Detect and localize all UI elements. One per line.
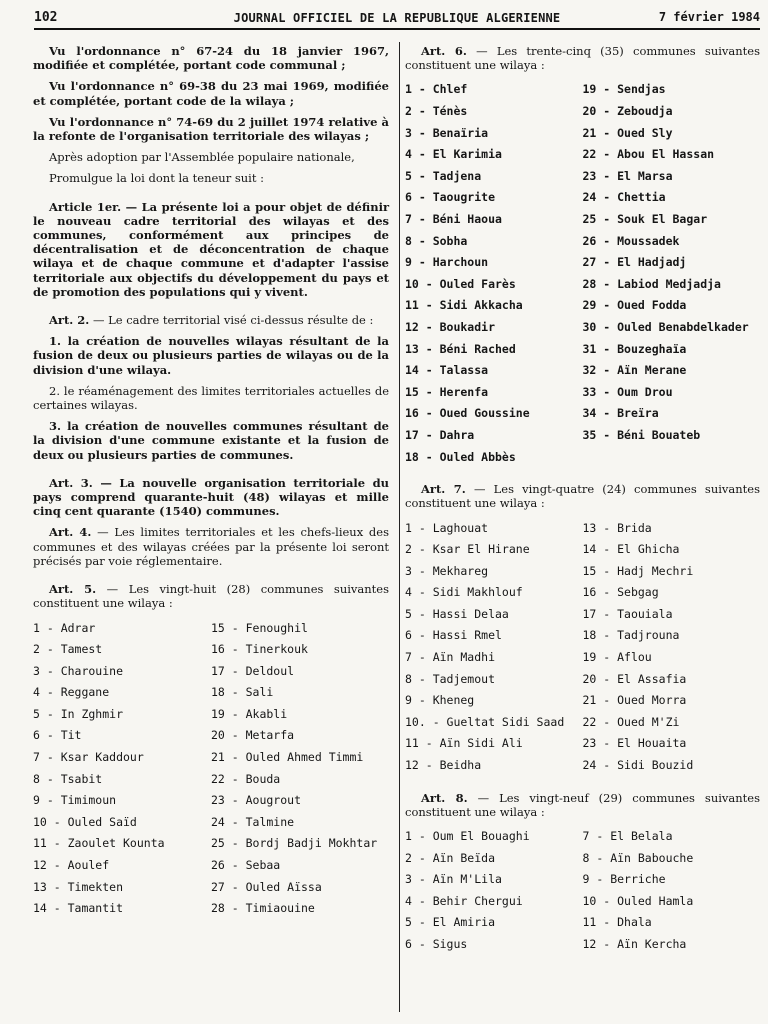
commune-item: 24 - Chettia [582, 190, 666, 205]
commune-item: 18 - Ouled Abbès [405, 449, 516, 464]
article-label: Art. 7. [421, 482, 466, 497]
commune-item: 7 - Béni Haoua [405, 211, 502, 226]
commune-item: 10 - Ouled Saïd [33, 814, 137, 829]
commune-item: 23 - El Houaita [582, 736, 687, 751]
commune-item: 12 - Aïn Kercha [582, 937, 687, 951]
commune-item: 9 - Kheneg [405, 693, 475, 708]
commune-item: 16 - Sebgag [582, 585, 659, 600]
commune-item: 11 - Sidi Akkacha [405, 298, 523, 313]
left-column [33, 44, 389, 926]
commune-item: 16 - Tinerkouk [211, 642, 308, 657]
commune-item: 4 - Reggane [33, 685, 110, 700]
article-2-item-3: 3. la création de nouvelles communes résultant de la division d'une commune existante et la fusion de deux ou plusieurs parties de communes. [33, 419, 389, 462]
commune-item: 15 - Hadj Mechri [582, 563, 694, 578]
commune-item: 24 - Sidi Bouzid [582, 758, 694, 773]
commune-item: 20 - El Assafia [582, 671, 687, 686]
article-text: — Les vingt-huit (28) communes suivantes constituent une wilaya : [33, 582, 390, 611]
commune-item: 2 - Tamest [33, 642, 103, 657]
commune-item: 19 - Akabli [211, 706, 288, 721]
right-column [405, 44, 760, 962]
commune-item: 25 - Bordj Badji Mokhtar [211, 836, 378, 851]
commune-item: 22 - Oued M'Zi [582, 714, 680, 729]
article-label: Art. 6. [421, 44, 467, 58]
commune-item: 2 - Ksar El Hirane [405, 542, 530, 557]
commune-item: 7 - El Belala [582, 829, 673, 844]
article-2-item-1: 1. la création de nouvelles wilayas résultant de la fusion de deux ou plusieurs parties de wilayas ou de la division d'une wilaya. [33, 334, 389, 377]
article-text: — Les trente-cinq (35) communes suivantes constituent une wilaya : [405, 44, 761, 73]
commune-item: 25 - Souk El Bagar [582, 211, 708, 226]
commune-item: 4 - El Karimia [405, 147, 502, 162]
commune-item: 5 - In Zghmir [33, 706, 124, 721]
commune-item: 11 - Aïn Sidi Ali [405, 736, 523, 751]
issue-date: 7 février 1984 [658, 10, 760, 24]
commune-item: 4 - Behir Chergui [405, 893, 523, 908]
commune-item: 4 - Sidi Makhlouf [405, 585, 523, 600]
commune-item: 2 - Aïn Beïda [405, 850, 496, 865]
commune-item: 3 - Aïn M'Lila [405, 872, 502, 887]
commune-item: 19 - Sendjas [582, 82, 666, 97]
commune-item: 3 - Charouine [33, 663, 124, 678]
page-number: 102 [34, 10, 58, 25]
article-text: — Le cadre territorial visé ci-dessus résulte de : [89, 313, 374, 328]
commune-item: 35 - Béni Bouateb [582, 427, 701, 442]
commune-item: 6 - Sigus [405, 937, 468, 951]
commune-item: 8 - Tsabit [33, 771, 103, 786]
commune-item: 8 - Sobha [405, 233, 468, 248]
commune-item: 7 - Ksar Kaddour [33, 750, 144, 765]
column-divider [399, 42, 400, 1012]
commune-item: 21 - Oued Sly [582, 125, 673, 140]
article-text: — Les vingt-neuf (29) communes suivantes constituent une wilaya : [405, 790, 760, 819]
commune-item: 20 - Zeboudja [582, 104, 673, 118]
article-text: — Les vingt-quatre (24) communes suivantes constituent une wilaya : [405, 482, 760, 511]
commune-item: 18 - Tadjrouna [582, 628, 680, 643]
promulgation-line: Promulgue la loi dont la teneur suit : [49, 171, 264, 186]
adoption-line: Après adoption par l'Assemblée populaire nationale, [49, 150, 355, 165]
commune-item: 23 - Aougrout [211, 793, 302, 808]
commune-item: 6 - Taougrite [405, 190, 496, 205]
commune-item: 5 - El Amiria [405, 915, 496, 930]
commune-item: 13 - Béni Rached [405, 341, 516, 356]
commune-item: 13 - Timekten [33, 879, 124, 894]
commune-item: 8 - Tadjemout [405, 671, 496, 686]
commune-item: 28 - Timiaouine [211, 901, 315, 916]
commune-item: 26 - Moussadek [582, 233, 680, 248]
article-label: Art. 3. [49, 475, 93, 490]
page-header [34, 6, 760, 30]
article-5 [33, 582, 389, 610]
commune-item: 1 - Laghouat [405, 520, 489, 535]
commune-item: 1 - Chlef [405, 82, 468, 97]
commune-item: 14 - El Ghicha [582, 542, 680, 557]
commune-list-art7 [405, 518, 760, 777]
commune-item: 9 - Berriche [582, 872, 666, 887]
commune-item: 16 - Oued Goussine [405, 406, 530, 421]
commune-item: 17 - Deldoul [211, 663, 295, 678]
commune-item: 11 - Dhala [582, 915, 652, 930]
commune-item: 32 - Aïn Merane [582, 363, 687, 378]
commune-list-art6 [405, 79, 760, 468]
commune-item: 26 - Sebaa [211, 858, 281, 873]
commune-item: 10 - Ouled Hamla [582, 893, 694, 908]
commune-item: 5 - Tadjena [405, 168, 482, 183]
commune-item: 1 - Oum El Bouaghi [405, 829, 530, 844]
commune-item: 20 - Metarfa [211, 728, 295, 743]
commune-item: 19 - Aflou [582, 650, 652, 665]
commune-item: 28 - Labiod Medjadja [582, 276, 721, 291]
article-text: — Les limites territoriales et les chefs-lieux des communes et des wilayas créées par la présente loi seront précisés par voie réglementaire. [33, 525, 389, 568]
commune-item: 33 - Oum Drou [582, 384, 673, 399]
journal-title: JOURNAL OFFICIEL DE LA REPUBLIQUE ALGERIENNE [233, 11, 561, 25]
commune-item: 2 - Ténès [405, 104, 468, 118]
commune-item: 6 - Hassi Rmel [405, 628, 502, 643]
commune-item: 27 - El Hadjadj [582, 255, 687, 270]
commune-item: 5 - Hassi Delaa [405, 606, 509, 621]
commune-item: 12 - Aoulef [33, 858, 110, 873]
commune-item: 22 - Abou El Hassan [582, 147, 715, 162]
commune-item: 9 - Timimoun [33, 793, 117, 808]
commune-item: 3 - Benaïria [405, 125, 489, 140]
commune-item: 29 - Oued Fodda [582, 298, 687, 313]
article-label: Art. 2. [49, 313, 90, 328]
commune-item: 17 - Taouiala [582, 606, 673, 621]
commune-item: 6 - Tit [33, 728, 82, 743]
article-7 [405, 482, 760, 510]
article-2-item-2: 2. le réaménagement des limites territoriales actuelles de certaines wilayas. [33, 383, 389, 413]
commune-item: 12 - Beidha [405, 758, 482, 773]
visa-1: Vu l'ordonnance n° 67-24 du 18 janvier 1967, modifiée et complétée, portant code communal ; [33, 44, 389, 73]
commune-item: 13 - Brida [582, 520, 652, 535]
commune-item: 24 - Talmine [211, 814, 295, 829]
commune-item: 11 - Zaoulet Kounta [33, 836, 165, 851]
article-6 [405, 44, 760, 72]
article-label: Art. 5. [49, 582, 97, 597]
article-4 [33, 525, 389, 568]
commune-item: 14 - Tamantit [33, 901, 124, 916]
commune-list-art8 [405, 826, 760, 956]
article-8 [405, 791, 760, 819]
commune-item: 27 - Ouled Aïssa [211, 879, 322, 894]
commune-item: 14 - Talassa [405, 363, 489, 378]
commune-item: 10. - Gueltat Sidi Saad [405, 714, 565, 729]
commune-item: 22 - Bouda [211, 771, 281, 786]
article-1 [33, 200, 389, 299]
commune-item: 7 - Aïn Madhi [405, 650, 496, 665]
commune-item: 10 - Ouled Farès [405, 276, 516, 291]
commune-list-art5 [33, 618, 389, 920]
commune-item: 18 - Sali [211, 685, 274, 700]
commune-item: 1 - Adrar [33, 620, 96, 635]
commune-item: 9 - Harchoun [405, 255, 489, 270]
commune-item: 17 - Dahra [405, 427, 475, 442]
commune-item: 21 - Oued Morra [582, 693, 687, 708]
commune-item: 23 - El Marsa [582, 168, 673, 183]
commune-item: 15 - Fenoughil [211, 620, 308, 635]
visa-3: Vu l'ordonnance n° 74-69 du 2 juillet 1974 relative à la refonte de l'organisation territoriale des wilayas ; [33, 114, 389, 144]
article-label: Article 1er. [49, 199, 122, 214]
article-label: Art. 4. [49, 525, 92, 540]
commune-item: 3 - Mekhareg [405, 563, 489, 578]
commune-item: 12 - Boukadir [405, 319, 496, 334]
commune-item: 8 - Aïn Babouche [582, 850, 694, 865]
commune-item: 31 - Bouzeghaïa [582, 341, 687, 356]
commune-item: 15 - Herenfa [405, 384, 489, 399]
article-text: — La nouvelle organisation territoriale du pays comprend quarante-huit (48) wilayas et mille cinq cent quarante (1540) communes. [33, 475, 389, 519]
article-label: Art. 8. [421, 790, 468, 805]
article-2 [33, 313, 389, 327]
visa-2: Vu l'ordonnance n° 69-38 du 23 mai 1969, modifiée et complétée, portant code de la wilaya ; [33, 79, 389, 108]
commune-item: 34 - Breïra [582, 406, 659, 421]
article-3 [33, 476, 389, 519]
commune-item: 21 - Ouled Ahmed Timmi [211, 750, 364, 765]
commune-item: 30 - Ouled Benabdelkader [582, 319, 749, 334]
article-text: — La présente loi a pour objet de définir le nouveau cadre territorial des wilayas et des communes, conformément aux principes de décentralisation et de déconcentration de chaque wilaya et de chaque commune et d'adapter l'assise territoriale aux objectifs du développement du pays et de promotion des populations qui y vivent. [33, 199, 389, 299]
